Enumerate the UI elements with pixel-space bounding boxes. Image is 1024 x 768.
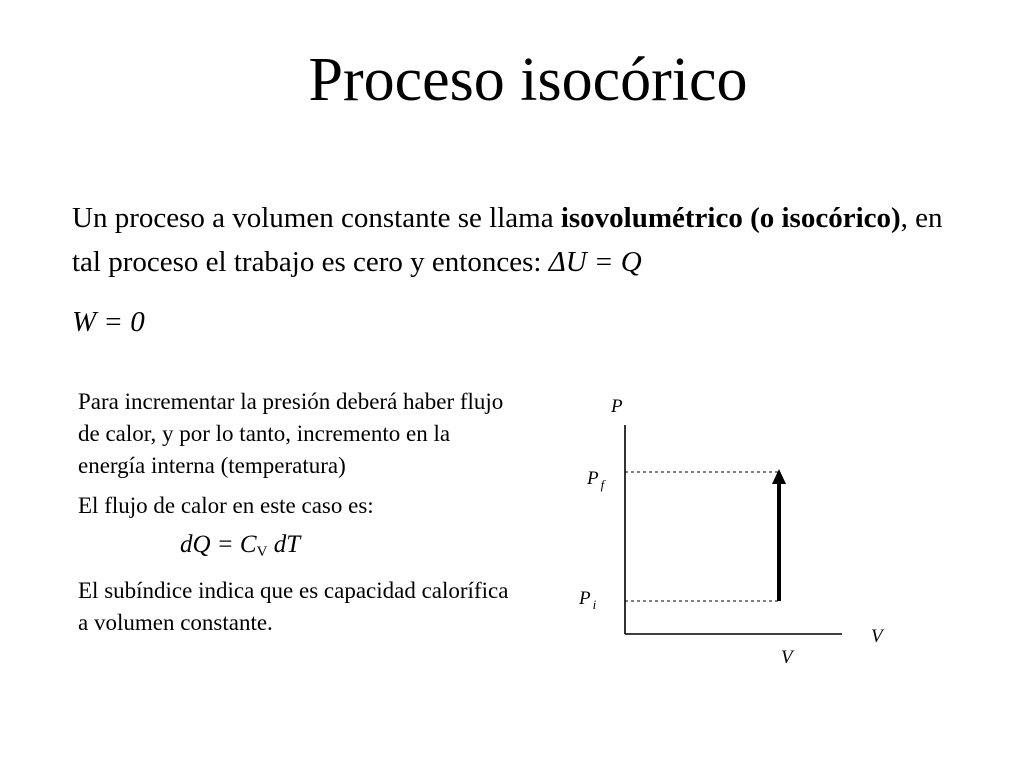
explanation-paragraph-1: Para incrementar la presión deberá haber flujo de calor, y por lo tanto, incremento en la energía interna (temperatura) (78, 389, 504, 478)
axis-y-label: P (611, 396, 623, 417)
pf-label-main: P (587, 468, 599, 489)
pv-diagram (560, 380, 900, 670)
intro-text-1: Un proceso a volumen constante se llama (72, 202, 561, 234)
heat-flow-formula (78, 528, 518, 569)
explanation-paragraph-3: El subíndice indica que es capacidad calorífica a volumen constante. (78, 578, 509, 635)
isochoric-arrow-head (772, 469, 786, 484)
axis-x-label: V (871, 626, 883, 647)
work-equation: W = 0 (72, 306, 145, 338)
formula-lhs: dQ = C (180, 531, 257, 558)
pi-label (578, 588, 597, 612)
pf-label (586, 468, 607, 492)
volume-label: V (781, 647, 793, 668)
spacer (78, 482, 518, 490)
explanation-paragraph-2: El flujo de calor en este caso es: (78, 493, 374, 518)
explanation-column (78, 386, 518, 639)
intro-text-2: , en tal proceso el trabajo es cero y entonces: (72, 202, 943, 278)
intro-bold-term: isovolumétrico (o isocórico) (560, 202, 901, 234)
formula-subscript: V (256, 544, 268, 560)
delta-u-equation: ΔU = Q (548, 246, 642, 278)
slide-title: Proceso isocórico (308, 46, 748, 114)
pf-label-sub: f (600, 477, 605, 492)
pi-label-main: P (579, 588, 591, 609)
pi-label-sub: i (592, 597, 597, 612)
intro-paragraph (72, 196, 972, 284)
formula-rhs: dT (267, 531, 301, 558)
